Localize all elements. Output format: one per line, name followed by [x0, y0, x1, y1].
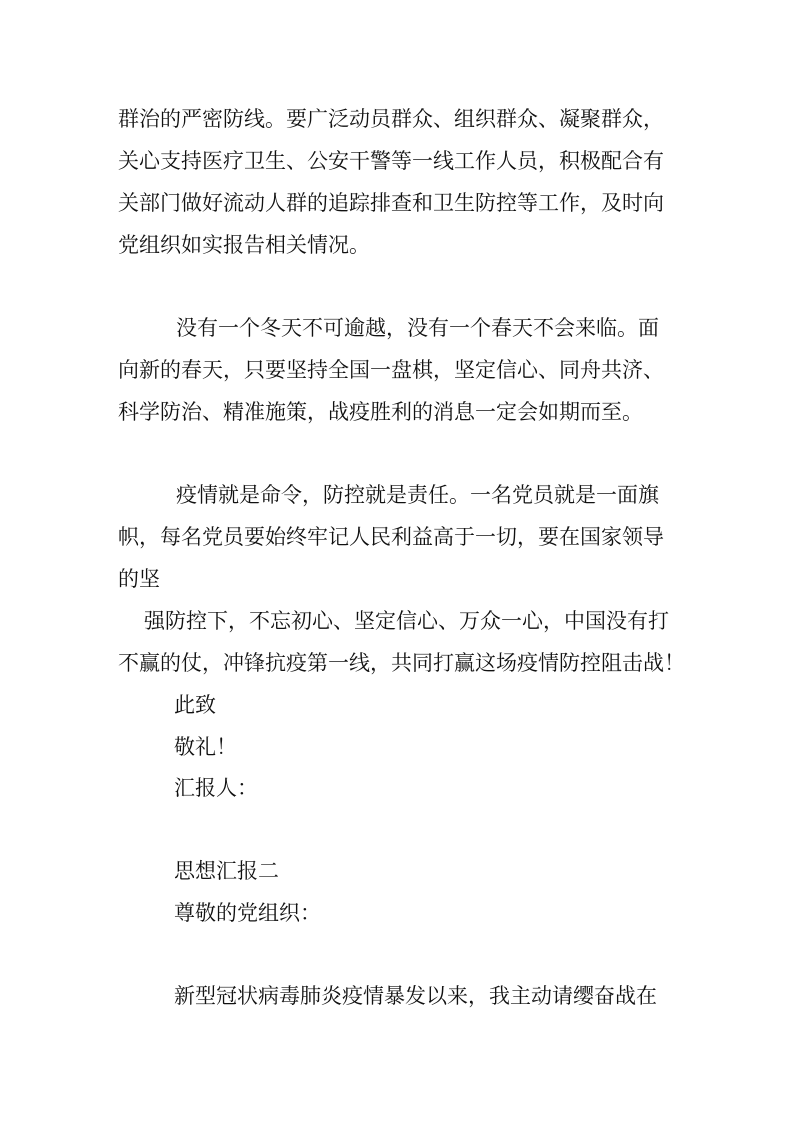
- paragraph-3-line-3: 的坚: [118, 567, 160, 591]
- section-2-paragraph-line-1: 新型冠状病毒肺炎疫情暴发以来，我主动请缨奋战在: [174, 984, 657, 1008]
- closing-salutation: 此致: [174, 693, 216, 717]
- paragraph-2-line-2: 向新的春天，只要坚持全国一盘棋，坚定信心、同舟共济、: [118, 358, 664, 382]
- reporter-label: 汇报人：: [174, 776, 258, 800]
- paragraph-3-line-5: 不赢的仗，冲锋抗疫第一线，共同打赢这场疫情防控阻击战！: [118, 651, 685, 675]
- closing-respect: 敬礼！: [174, 735, 237, 759]
- paragraph-1-line-1: 群治的严密防线。要广泛动员群众、组织群众、凝聚群众，: [118, 107, 664, 131]
- paragraph-1-line-3: 关部门做好流动人群的追踪排查和卫生防控等工作，及时向: [118, 191, 664, 215]
- paragraph-3-line-2: 帜，每名党员要始终牢记人民利益高于一切，要在国家领导: [118, 525, 664, 549]
- paragraph-2-line-1: 没有一个冬天不可逾越，没有一个春天不会来临。面: [176, 316, 659, 340]
- paragraph-1-line-4: 党组织如实报告相关情况。: [118, 233, 370, 257]
- paragraph-3-line-4: 强防控下，不忘初心、坚定信心、万众一心，中国没有打: [144, 609, 669, 633]
- paragraph-2-line-3: 科学防治、精准施策，战疫胜利的消息一定会如期而至。: [118, 400, 643, 424]
- section-2-title: 思想汇报二: [174, 859, 279, 883]
- paragraph-3-line-1: 疫情就是命令，防控就是责任。一名党员就是一面旗: [176, 483, 659, 507]
- section-2-greeting: 尊敬的党组织：: [174, 901, 321, 925]
- paragraph-1-line-2: 关心支持医疗卫生、公安干警等一线工作人员，积极配合有: [118, 149, 664, 173]
